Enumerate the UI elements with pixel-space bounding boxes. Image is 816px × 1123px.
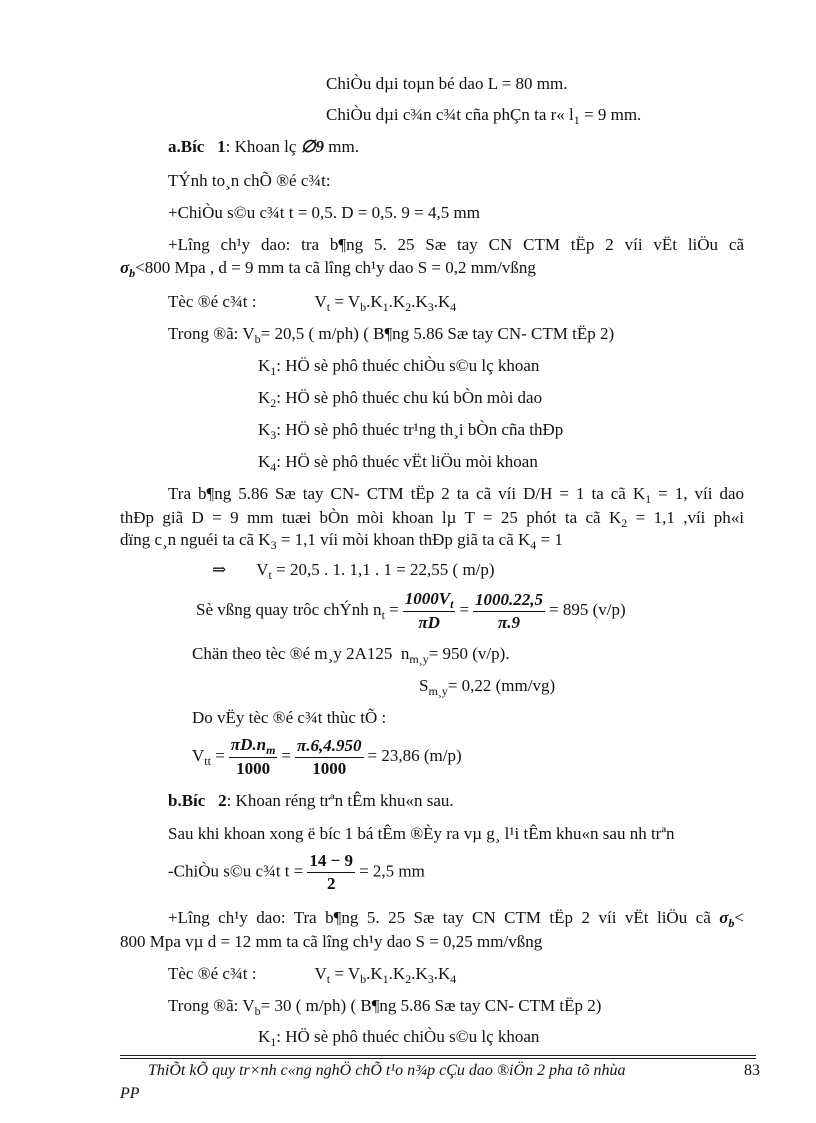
- rpm-line: Sè vßng quay trôc chÝnh $n_t$ = $\frac{1000V_t}{\pi D}$ = $\frac{1000.22,5}{\pi.9}$ = 895 (v/p): [196, 589, 626, 632]
- vtt-line: $V_{tt}$ = $\frac{\pi D.n_m}{1000}$ = $\frac{\pi.6,4.950}{1000}$ = 23,86 (m/p): [192, 735, 462, 778]
- k3-line: $K_3$: HÖ sè phô thuéc tr¹ng th¸i bÒn cña thÐp: [258, 420, 564, 442]
- vb-line: Trong ®ã: $V_b= 20,5$ ( m/ph) ( B¶ng 5.86 Sæ tay CN- CTM tËp 2): [168, 324, 615, 346]
- tra-line-3: dïng c¸n nguéi ta cã $K_3 = 1,1$ víi mòi khoan thÐp giã ta cã $K_4 = 1$: [120, 530, 563, 552]
- calc-heading: TÝnh to¸n chÕ ®é c¾t:: [168, 171, 331, 190]
- feed-line-3: +Lîng ch¹y dao: Tra b¶ng 5. 25 Sæ tay CN CTM tËp 2 víi vËt liÖu cã $\sigma_b<$: [168, 908, 745, 930]
- k1-line: $K_1$: HÖ sè phô thuéc chiÒu s©u lç khoan: [258, 356, 540, 378]
- depth-2-line: -ChiÒu s©u c¾t t = $\frac{14 - 9}{2}$ = 2,5 mm: [168, 851, 425, 893]
- tra-line-1: Tra b¶ng 5.86 Sæ tay CN- CTM tËp 2 ta cã víi D/H = 1 ta cã $K_1 = 1$, víi dao: [168, 484, 744, 506]
- implies-icon: ⇒: [212, 560, 227, 579]
- k4-line: $K_4$: HÖ sè phô thuéc vËt liÖu mòi khoan: [258, 452, 538, 474]
- footer-title-cont: PP: [120, 1085, 140, 1102]
- step-1-heading: a.Bíc 1: Khoan lç ∅9 mm.: [168, 137, 359, 156]
- feed-line-1: +Lîng ch¹y dao: tra b¶ng 5. 25 Sæ tay CN CTM tËp 2 víi vËt liÖu cã: [168, 235, 744, 254]
- speed-formula-line: Tèc ®é c¾t : $V_t = V_b.K_1.K_2.K_3.K_4$: [168, 292, 457, 314]
- vt-result-line: ⇒ $V_t = 20,5$ . 1. 1,1 . 1 = 22,55 ( m/p): [212, 560, 495, 582]
- speed-formula-line-2: Tèc ®é c¾t : $V_t = V_b.K_1.K_2.K_3.K_4$: [168, 964, 457, 986]
- tra-line-2: thÐp giã D = 9 mm tuæi bÒn mòi khoan lµ T = 25 phót ta cã $K_2 = 1,1$ ,víi ph«i: [120, 508, 744, 530]
- page-number: 83: [744, 1062, 760, 1079]
- rpm-fraction-2: $\frac{1000.22,5}{\pi.9}$: [475, 589, 544, 632]
- machine-choice-line: Chän theo tèc ®é m¸y 2A125 $n_{m¸y}= 950$ (v/p).: [192, 644, 510, 666]
- rpm-fraction-1: $\frac{1000V_t}{\pi D}$: [404, 589, 454, 632]
- actual-speed-heading: Do vËy tèc ®é c¾t thùc tÕ :: [192, 708, 387, 727]
- footer-rule-bottom: [120, 1058, 756, 1059]
- vtt-fraction-1: $\frac{\pi D.n_m}{1000}$: [230, 735, 276, 778]
- total-length-line: ChiÒu dµi toµn bé dao L = 80 mm.: [326, 74, 568, 93]
- footer-title: ThiÕt kÕ quy tr×nh c«ng nghÖ chÕ t¹o n¾p cÇu dao ®iÖn 2 pha tõ nhùa: [148, 1062, 626, 1079]
- feed-line-2: $\sigma_b<800$ Mpa , d = 9 mm ta cã lîng ch¹y dao S = 0,2 mm/vßng: [120, 258, 536, 280]
- k1-line-2: $K_1$: HÖ sè phô thuéc chiÒu s©u lç khoan: [258, 1027, 540, 1049]
- machine-feed-line: $S_{m¸y}= 0,22$ (mm/vg): [419, 676, 556, 698]
- after-drilling-line: Sau khi khoan xong ë bíc 1 bá tÊm ®Èy ra vµ g¸ l¹i tÊm khu«n sau nh trªn: [168, 824, 675, 843]
- step-2-heading: b.Bíc 2: Khoan réng trªn tÊm khu«n sau.: [168, 791, 454, 810]
- depth-line: +ChiÒu s©u c¾t t = 0,5. D = 0,5. 9 = 4,5 mm: [168, 203, 480, 222]
- feed-line-4: 800 Mpa vµ d = 12 mm ta cã lîng ch¹y dao S = 0,25 mm/vßng: [120, 932, 543, 951]
- depth-2-fraction: $\frac{14 - 9}{2}$: [309, 851, 354, 893]
- vtt-fraction-2: $\frac{\pi.6,4.950}{1000}$: [297, 735, 362, 778]
- k2-line: $K_2$: HÖ sè phô thuéc chu kú bÒn mòi dao: [258, 388, 543, 410]
- thread-length-line: ChiÒu dµi c¾n c¾t cña phÇn ta r« $l_1 = 9$ mm.: [326, 105, 642, 127]
- footer-rule-top: [120, 1055, 756, 1056]
- vb-line-2: Trong ®ã: $V_b= 30$ ( m/ph) ( B¶ng 5.86 Sæ tay CN- CTM tËp 2): [168, 996, 602, 1018]
